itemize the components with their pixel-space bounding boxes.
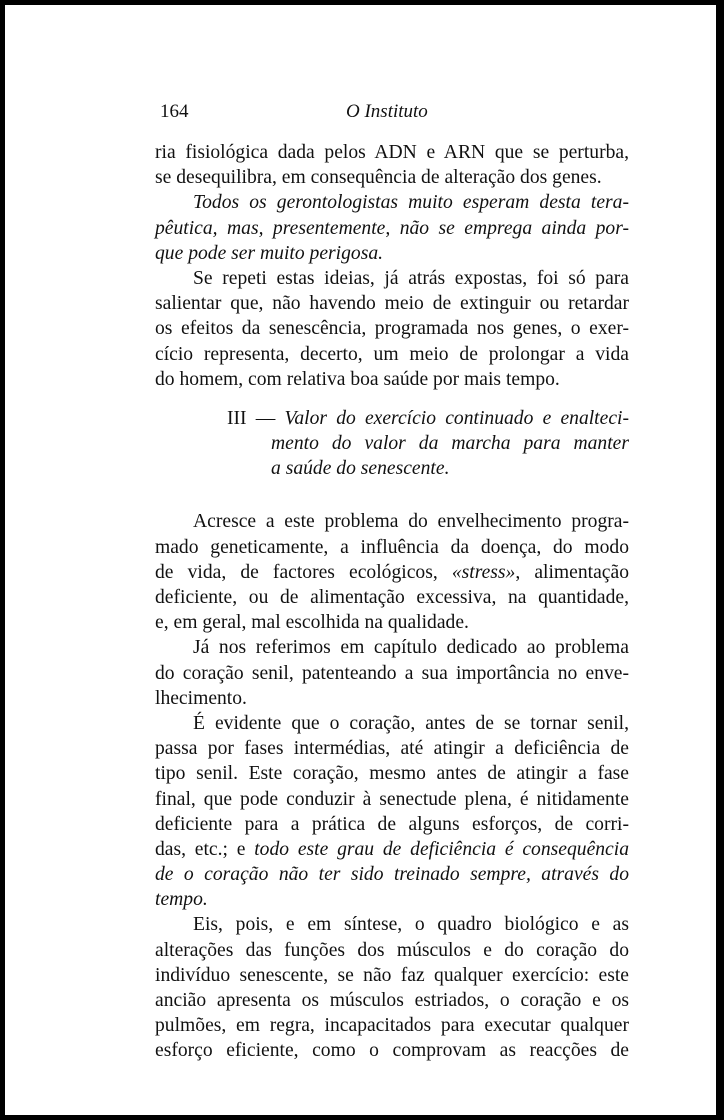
body-text (155, 140, 629, 1064)
text-line: tipo senil. Este coração, mesmo antes de atingir a fase (155, 763, 629, 785)
text-line: que pode ser muito perigosa. (155, 242, 384, 264)
stress-term: «stress» (451, 561, 516, 583)
text-line: Eis, pois, e em síntese, o quadro biológico e as (193, 914, 629, 936)
text-line: e, em geral, mal escolhida na qualidade. (155, 612, 469, 634)
section-heading (155, 406, 629, 482)
text-line: salientar que, não havendo meio de extinguir ou retardar (155, 293, 629, 315)
page-header (160, 101, 634, 131)
page-number: 164 (160, 101, 189, 122)
text-line: indivíduo senescente, se não faz qualquer exercício: este (155, 964, 629, 986)
text-line: Todos os gerontologistas muito esperam desta tera- (193, 192, 629, 214)
paragraph-6 (155, 711, 629, 913)
text-fragment: de vida, de factores ecológicos, (155, 561, 452, 583)
paragraph-3 (155, 266, 629, 392)
text-line: mado geneticamente, a influência da doença, do modo (155, 536, 629, 558)
text-line: tempo. (155, 889, 208, 911)
text-line: final, que pode conduzir à senectude plena, é nitidamente (155, 788, 629, 810)
text-line: Já nos referimos em capítulo dedicado ao problema (193, 637, 629, 659)
spacer (155, 392, 629, 406)
text-line: ria fisiológica dada pelos ADN e ARN que se perturba, (155, 142, 629, 163)
text-line: ancião apresenta os músculos estriados, o coração e os (155, 990, 629, 1011)
text-line: de o coração não ter sido treinado sempre, através do (155, 864, 629, 886)
section-number: III — (227, 407, 276, 429)
text-line: Acresce a este problema do envelhecimento progra- (193, 511, 629, 533)
text-fragment: das, etc.; e (155, 838, 255, 860)
text-line: esforço eficiente, como o comprovam as reacções de (155, 1040, 629, 1062)
text-line (155, 837, 629, 862)
text-line: se desequilibra, em consequência de alteração dos genes. (155, 167, 602, 189)
text-line: do homem, com relativa boa saúde por mais tempo. (155, 368, 560, 390)
spacer (155, 481, 629, 509)
paragraph-5 (155, 635, 629, 711)
text-line: Se repeti estas ideias, já atrás expostas, foi só para (193, 267, 629, 289)
text-line: os efeitos da senescência, programada nos genes, o exer- (155, 318, 629, 340)
text-line: pulmões, em regra, incapacitados para executar qualquer (155, 1015, 629, 1037)
section-line-1 (227, 406, 629, 431)
running-title: O Instituto (346, 101, 428, 122)
section-title-line: mento do valor da marcha para manter (271, 433, 629, 455)
paragraph-7 (155, 912, 629, 1063)
text-line: É evidente que o coração, antes de se tornar senil, (193, 712, 629, 734)
italic-fragment: todo este grau de deficiência é consequência (254, 838, 629, 860)
text-line: pêutica, mas, presentemente, não se emprega ainda por- (155, 217, 629, 239)
text-line: cício representa, decerto, um meio de prolongar a vida (155, 343, 629, 365)
text-fragment: , alimentação (515, 561, 629, 583)
text-line: do coração senil, patenteando a sua importância no enve- (155, 662, 629, 684)
text-line: deficiente para a prática de alguns esforços, de corri- (155, 813, 629, 835)
text-line: alterações das funções dos músculos e do coração do (155, 939, 629, 961)
paragraph-4 (155, 509, 629, 635)
text-line (155, 560, 629, 585)
text-line: passa por fases intermédias, até atingir a deficiência de (155, 738, 629, 760)
text-line: lhecimento. (155, 687, 247, 709)
section-title-line: a saúde do senescente. (271, 458, 450, 480)
paragraph-2-italic (155, 190, 629, 266)
paragraph-1 (155, 140, 629, 190)
section-title-line: Valor do exercício continuado e enalteci- (284, 407, 629, 429)
text-line: deficiente, ou de alimentação excessiva, na quantidade, (155, 587, 629, 608)
